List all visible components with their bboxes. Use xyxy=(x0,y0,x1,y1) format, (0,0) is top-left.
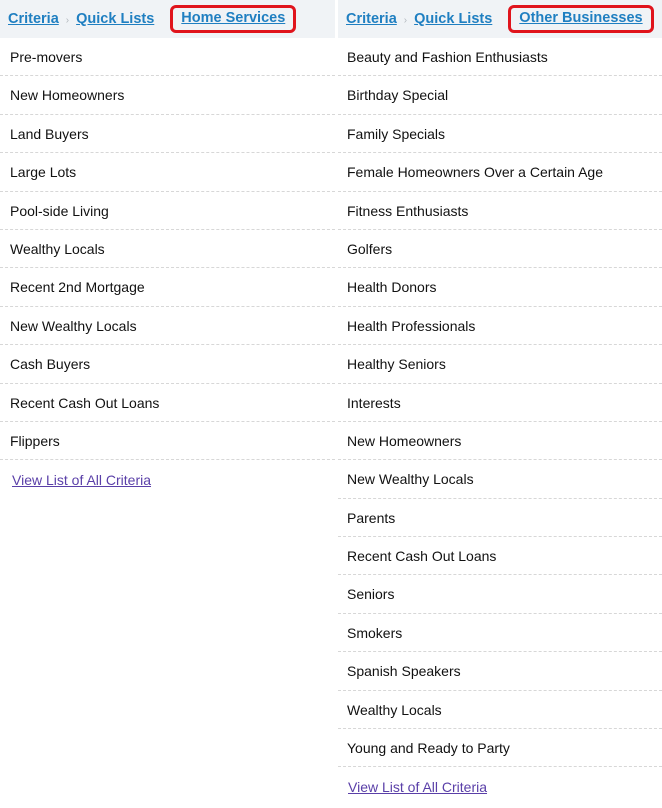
breadcrumb-other-businesses-link[interactable]: Other Businesses xyxy=(519,10,643,26)
view-all-criteria-link[interactable]: View List of All Criteria xyxy=(348,779,488,796)
breadcrumb-quick-lists-link[interactable]: Quick Lists xyxy=(414,11,493,27)
list-item[interactable]: Young and Ready to Party xyxy=(338,729,662,767)
other-businesses-list xyxy=(338,38,662,767)
list-item[interactable]: Interests xyxy=(338,384,662,422)
list-item[interactable]: Health Donors xyxy=(338,268,662,306)
breadcrumb xyxy=(338,0,662,38)
list-item[interactable]: Recent Cash Out Loans xyxy=(0,384,335,422)
breadcrumb-criteria-link[interactable]: Criteria xyxy=(8,11,59,27)
list-item[interactable]: New Homeowners xyxy=(338,422,662,460)
list-item[interactable]: Flippers xyxy=(0,422,335,460)
list-item[interactable]: Seniors xyxy=(338,575,662,613)
home-services-panel xyxy=(0,0,335,500)
chevron-right-icon: › xyxy=(65,15,70,26)
list-item[interactable]: Pool-side Living xyxy=(0,192,335,230)
list-item[interactable]: Fitness Enthusiasts xyxy=(338,192,662,230)
list-item[interactable]: Spanish Speakers xyxy=(338,652,662,690)
list-item[interactable]: Health Professionals xyxy=(338,307,662,345)
breadcrumb-quick-lists-link[interactable]: Quick Lists xyxy=(76,11,155,27)
list-item[interactable]: Recent 2nd Mortgage xyxy=(0,268,335,306)
list-item[interactable]: New Wealthy Locals xyxy=(0,307,335,345)
list-item[interactable]: Wealthy Locals xyxy=(0,230,335,268)
list-item[interactable]: Family Specials xyxy=(338,115,662,153)
list-item[interactable]: Land Buyers xyxy=(0,115,335,153)
list-item[interactable]: New Wealthy Locals xyxy=(338,460,662,498)
list-item[interactable]: Birthday Special xyxy=(338,76,662,114)
list-item[interactable]: Golfers xyxy=(338,230,662,268)
view-all-criteria-link[interactable]: View List of All Criteria xyxy=(12,472,152,489)
list-item[interactable]: Healthy Seniors xyxy=(338,345,662,383)
list-item[interactable]: Cash Buyers xyxy=(0,345,335,383)
list-item[interactable]: Recent Cash Out Loans xyxy=(338,537,662,575)
list-item[interactable]: Beauty and Fashion Enthusiasts xyxy=(338,38,662,76)
other-businesses-panel xyxy=(338,0,662,807)
breadcrumb-home-services-link[interactable]: Home Services xyxy=(181,10,286,26)
list-item[interactable]: Large Lots xyxy=(0,153,335,191)
list-item[interactable]: Wealthy Locals xyxy=(338,691,662,729)
breadcrumb xyxy=(0,0,335,38)
list-item[interactable]: Female Homeowners Over a Certain Age xyxy=(338,153,662,191)
list-item[interactable]: Pre-movers xyxy=(0,38,335,76)
breadcrumb-criteria-link[interactable]: Criteria xyxy=(346,11,397,27)
list-item[interactable]: Parents xyxy=(338,499,662,537)
chevron-right-icon: › xyxy=(403,15,408,26)
breadcrumb-current-highlight xyxy=(508,5,653,33)
list-item[interactable]: Smokers xyxy=(338,614,662,652)
list-item[interactable]: New Homeowners xyxy=(0,76,335,114)
breadcrumb-current-highlight xyxy=(170,5,296,33)
home-services-list xyxy=(0,38,335,460)
